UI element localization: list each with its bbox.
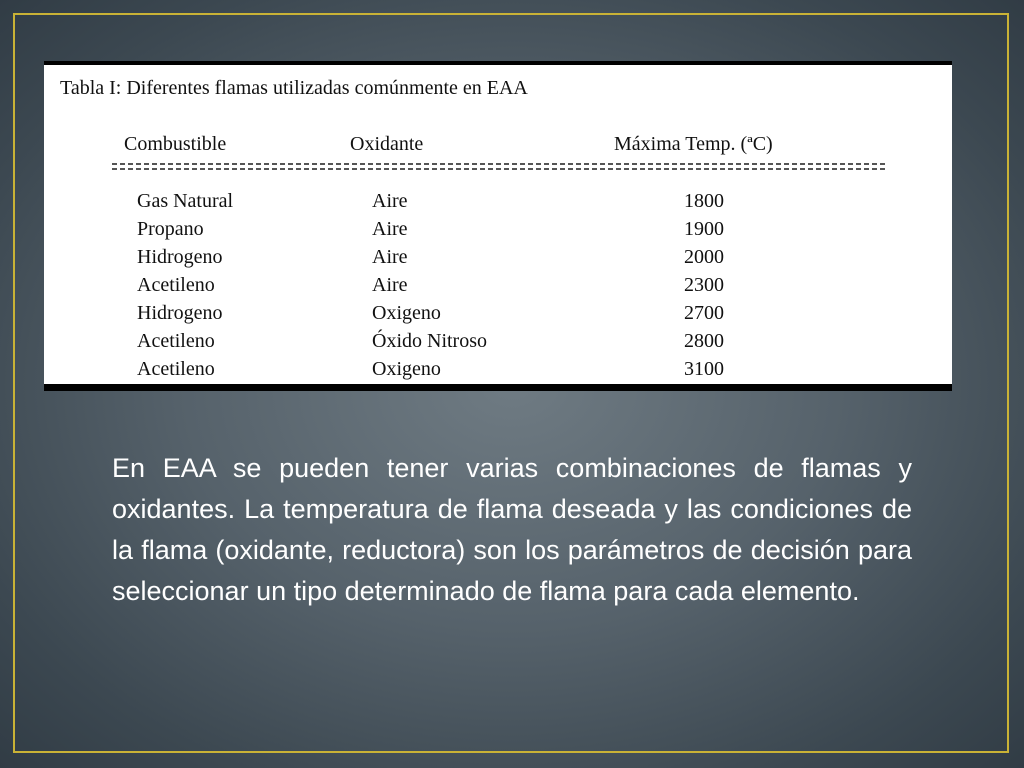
cell-combustible: Hidrogeno — [137, 302, 223, 324]
header-max-temp: Máxima Temp. (ªC) — [614, 133, 773, 155]
table-row — [44, 187, 952, 215]
flame-table — [44, 61, 952, 391]
table-row — [44, 355, 952, 383]
cell-oxidante: Oxigeno — [372, 302, 441, 324]
cell-oxidante: Óxido Nitroso — [372, 330, 487, 352]
cell-oxidante: Aire — [372, 190, 408, 212]
cell-temp: 2300 — [684, 274, 724, 296]
cell-combustible: Acetileno — [137, 330, 215, 352]
cell-temp: 1900 — [684, 218, 724, 240]
cell-temp: 1800 — [684, 190, 724, 212]
cell-combustible: Acetileno — [137, 358, 215, 380]
table-title: Tabla I: Diferentes flamas utilizadas comúnmente en EAA — [60, 77, 528, 99]
table-body — [44, 187, 952, 383]
header-oxidante: Oxidante — [350, 133, 424, 155]
table-row — [44, 299, 952, 327]
body-paragraph: En EAA se pueden tener varias combinaciones de flamas y oxidantes. La temperatura de flama deseada y las condiciones de la flama (oxidante, reductora) son los parámetros de decisión para seleccionar un tipo determinado de flama para cada elemento. — [112, 453, 912, 606]
header-double-rule — [112, 163, 888, 173]
table-row — [44, 327, 952, 355]
header-combustible: Combustible — [124, 133, 227, 155]
cell-oxidante: Oxigeno — [372, 358, 441, 380]
cell-temp: 2700 — [684, 302, 724, 324]
cell-combustible: Propano — [137, 218, 204, 240]
cell-combustible: Hidrogeno — [137, 246, 223, 268]
table-row — [44, 271, 952, 299]
cell-oxidante: Aire — [372, 246, 408, 268]
cell-temp: 2000 — [684, 246, 724, 268]
cell-combustible: Acetileno — [137, 274, 215, 296]
cell-temp: 3100 — [684, 358, 724, 380]
table-row — [44, 215, 952, 243]
cell-oxidante: Aire — [372, 274, 408, 296]
table-row — [44, 243, 952, 271]
cell-oxidante: Aire — [372, 218, 408, 240]
cell-combustible: Gas Natural — [137, 190, 234, 212]
cell-temp: 2800 — [684, 330, 724, 352]
